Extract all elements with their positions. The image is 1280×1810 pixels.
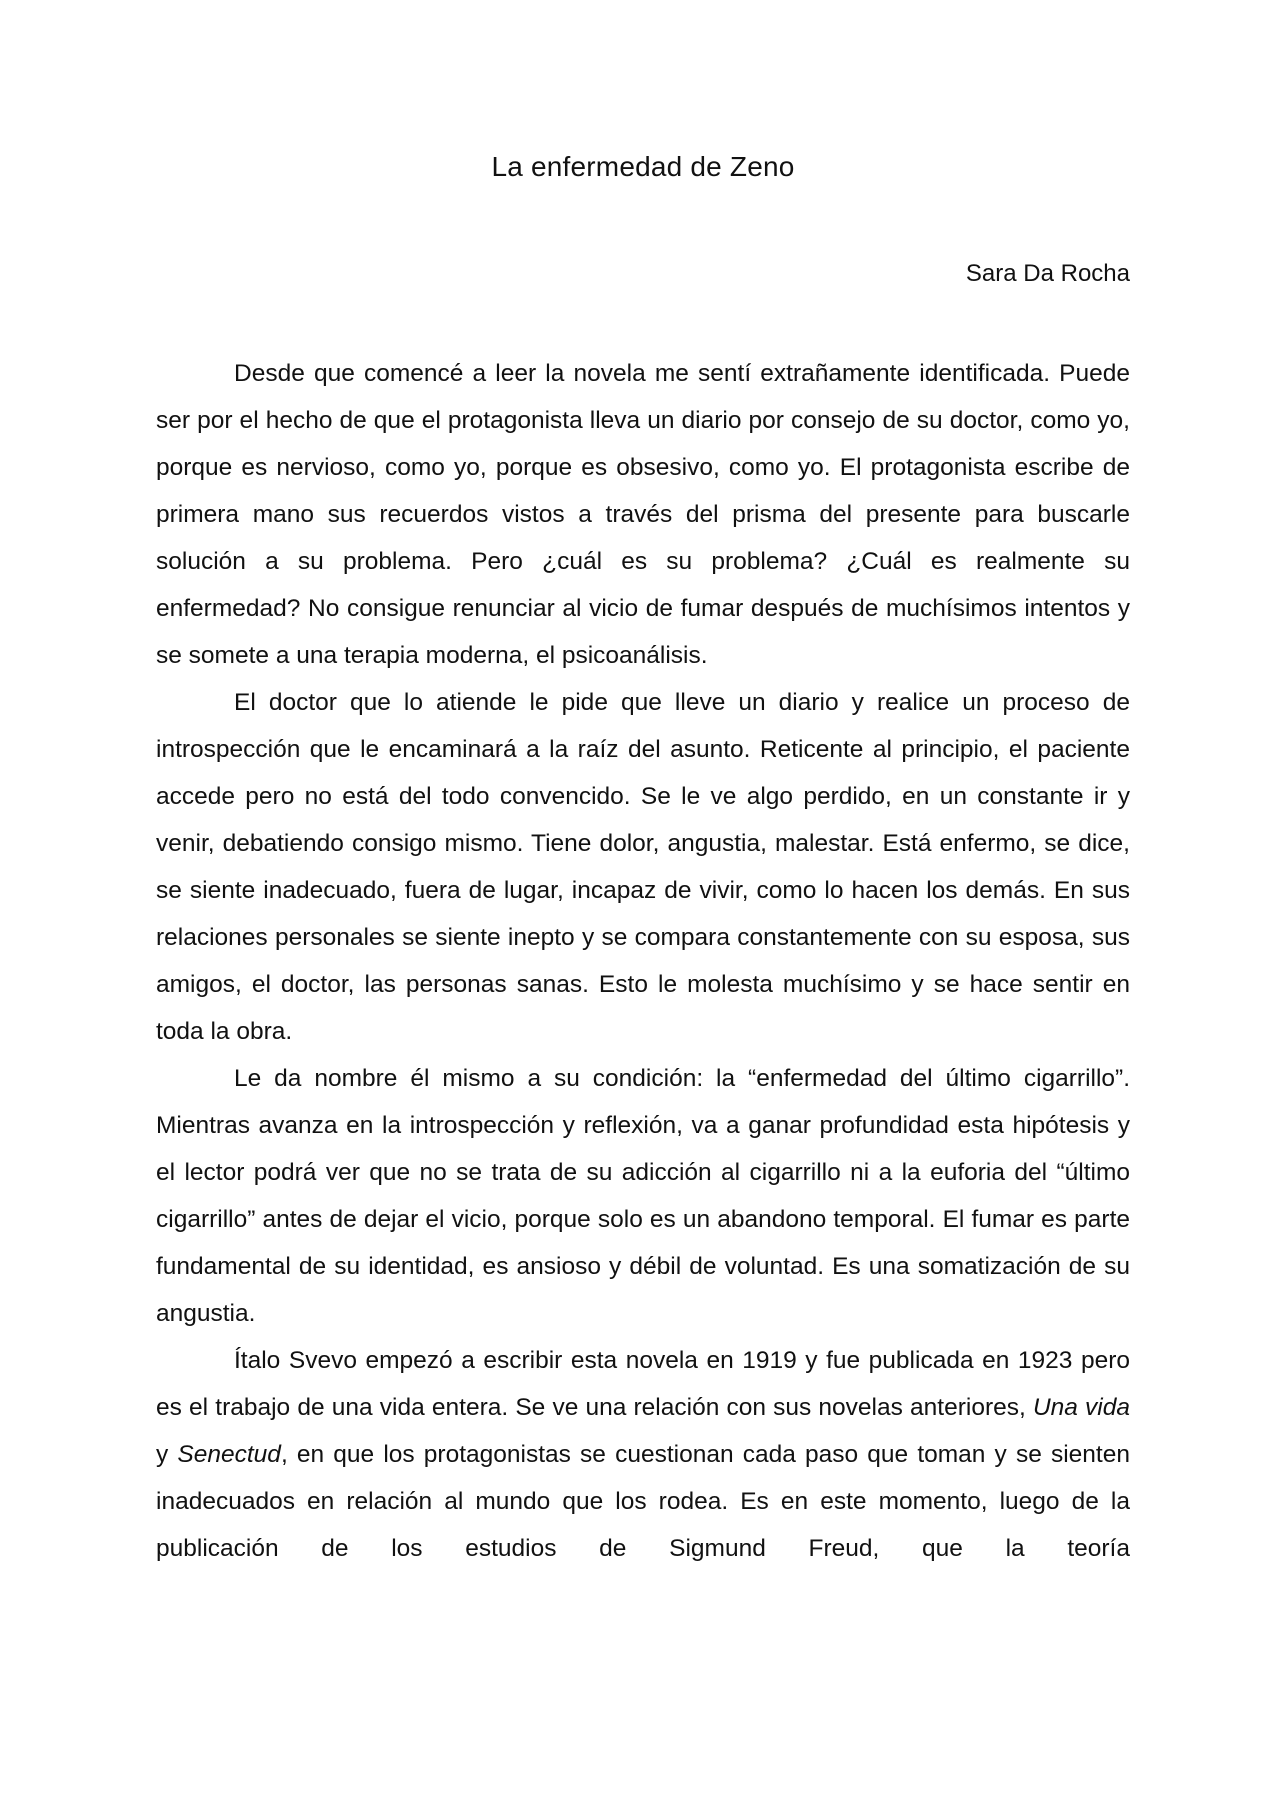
book-title-senectud: Senectud: [177, 1441, 281, 1468]
paragraph-2: El doctor que lo atiende le pide que lleve un diario y realice un proceso de introspección que le encaminará a la raíz del asunto. Reticente al principio, el paciente accede pero no está del todo convencido. Se le ve algo perdido, en un constante ir y venir, debatiendo consigo mismo. Tiene dolor, angustia, malestar. Está enfermo, se dice, se siente inadecuado, fuera de lugar, incapaz de vivir, como lo hacen los demás. En sus relaciones personales se siente inepto y se compara constantemente con su esposa, sus amigos, el doctor, las personas sanas. Esto le molesta muchísimo y se hace sentir en toda la obra.: [156, 689, 1130, 1045]
book-title-una-vida: Una vida: [1032, 1394, 1131, 1421]
paragraph-4-text-c: , en que los protagonistas se cuestionan cada paso que toman y se sienten inadecuados en relación al mundo que los rodea. Es en este momento, luego de la publicación de los estudios de Sigmund Freud, que la teoría: [156, 1441, 1130, 1562]
paragraph-4-text-a: Ítalo Svevo empezó a escribir esta novela en 1919 y fue publicada en 1923 pero es el trabajo de una vida entera. Se ve una relación con sus novelas anteriores,: [156, 1347, 1130, 1421]
document-title: La enfermedad de Zeno: [491, 151, 795, 182]
document-body: [156, 350, 1130, 1572]
author-name: Sara Da Rocha: [965, 260, 1130, 287]
paragraph-4-text-b: y: [156, 1441, 178, 1468]
document-page: [156, 150, 1131, 1562]
paragraph-3: Le da nombre él mismo a su condición: la “enfermedad del último cigarrillo”. Mientras avanza en la introspección y reflexión, va a ganar profundidad esta hipótesis y el lector podrá ver que no se trata de su adicción al cigarrillo ni a la euforia del “último cigarrillo” antes de dejar el vicio, porque solo es un abandono temporal. El fumar es parte fundamental de su identidad, es ansioso y débil de voluntad. Es una somatización de su angustia.: [156, 1065, 1130, 1327]
paragraph-1: Desde que comencé a leer la novela me sentí extrañamente identificada. Puede ser por el hecho de que el protagonista lleva un diario por consejo de su doctor, como yo, porque es nervioso, como yo, porque es obsesivo, como yo. El protagonista escribe de primera mano sus recuerdos vistos a través del prisma del presente para buscarle solución a su problema. Pero ¿cuál es su problema? ¿Cuál es realmente su enfermedad? No consigue renunciar al vicio de fumar después de muchísimos intentos y se somete a una terapia moderna, el psicoanálisis.: [156, 360, 1130, 669]
paragraph-4: [156, 1337, 1130, 1572]
